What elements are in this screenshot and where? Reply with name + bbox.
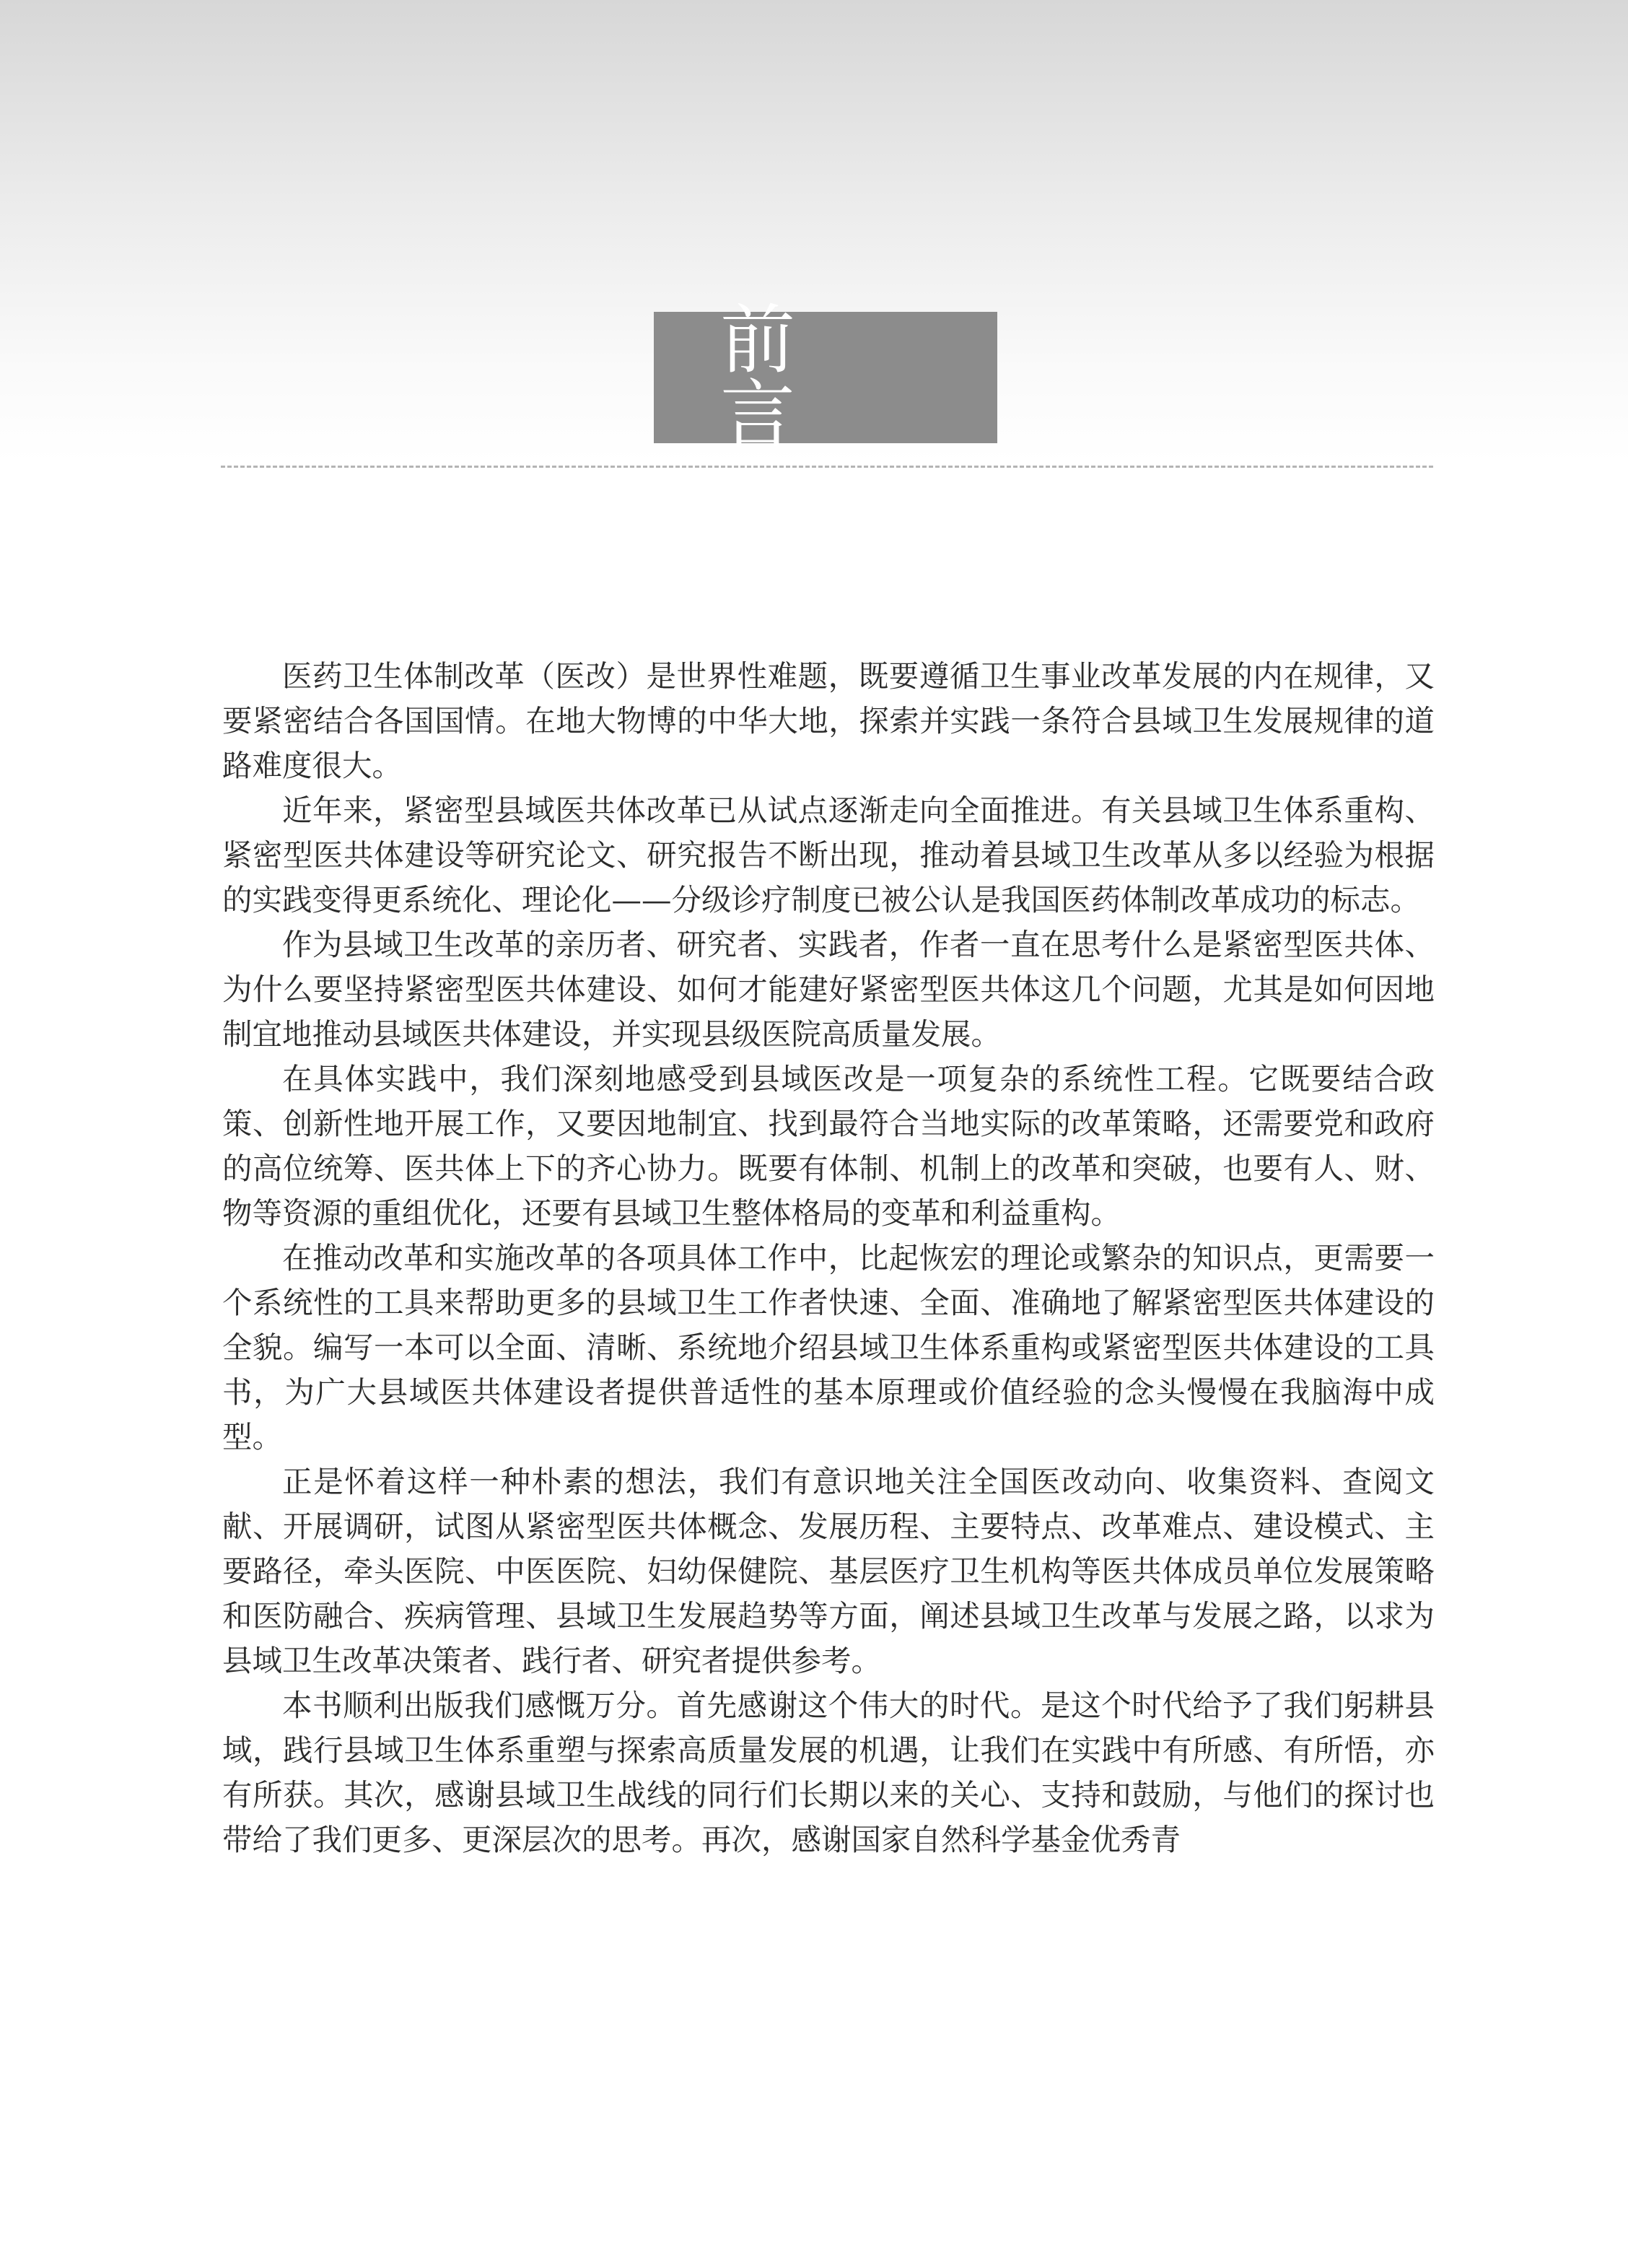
title-box (654, 296, 997, 459)
page-title: 前 言 (720, 296, 862, 459)
paragraph-2: 近年来，紧密型县域医共体改革已从试点逐渐走向全面推进。有关县域卫生体系重构、紧密型医共体建设等研究论文、研究报告不断出现，推动着县域卫生改革从多以经验为根据的实践变得更系统化、理论化——分级诊疗制度已被公认是我国医药体制改革成功的标志。 (222, 793, 1435, 917)
paragraph-1: 医药卫生体制改革（医改）是世界性难题，既要遵循卫生事业改革发展的内在规律，又要紧密结合各国国情。在地大物博的中华大地，探索并实践一条符合县域卫生发展规律的道路难度很大。 (222, 658, 1435, 783)
paragraph-6: 正是怀着这样一种朴素的想法，我们有意识地关注全国医改动向、收集资料、查阅文献、开展调研，试图从紧密型医共体概念、发展历程、主要特点、改革难点、建设模式、主要路径，牵头医院、中医医院、妇幼保健院、基层医疗卫生机构等医共体成员单位发展策略和医防融合、疾病管理、县域卫生发展趋势等方面，阐述县域卫生改革与发展之路，以求为县域卫生改革决策者、践行者、研究者提供参考。 (222, 1464, 1435, 1678)
paragraph-5: 在推动改革和实施改革的各项具体工作中，比起恢宏的理论或繁杂的知识点，更需要一个系统性的工具来帮助更多的县域卫生工作者快速、全面、准确地了解紧密型医共体建设的全貌。编写一本可以全面、清晰、系统地介绍县域卫生体系重构或紧密型医共体建设的工具书，为广大县域医共体建设者提供普适性的基本原理或价值经验的念头慢慢在我脑海中成型。 (222, 1240, 1435, 1454)
dashed-divider (221, 466, 1433, 468)
paragraph-3: 作为县域卫生改革的亲历者、研究者、实践者，作者一直在思考什么是紧密型医共体、为什么要坚持紧密型医共体建设、如何才能建好紧密型医共体这几个问题，尤其是如何因地制宜地推动县域医共体建设，并实现县级医院高质量发展。 (222, 927, 1435, 1052)
paragraph-4: 在具体实践中，我们深刻地感受到县域医改是一项复杂的系统性工程。它既要结合政策、创新性地开展工作，又要因地制宜、找到最符合当地实际的改革策略，还需要党和政府的高位统筹、医共体上下的齐心协力。既要有体制、机制上的改革和突破，也要有人、财、物等资源的重组优化，还要有县域卫生整体格局的变革和利益重构。 (222, 1061, 1435, 1231)
paragraph-7: 本书顺利出版我们感慨万分。首先感谢这个伟大的时代。是这个时代给予了我们躬耕县域，践行县域卫生体系重塑与探索高质量发展的机遇，让我们在实践中有所感、有所悟，亦有所获。其次，感谢县域卫生战线的同行们长期以来的关心、支持和鼓励，与他们的探讨也带给了我们更多、更深层次的思考。再次，感谢国家自然科学基金优秀青 (222, 1688, 1435, 1857)
body-text (222, 654, 1435, 1862)
